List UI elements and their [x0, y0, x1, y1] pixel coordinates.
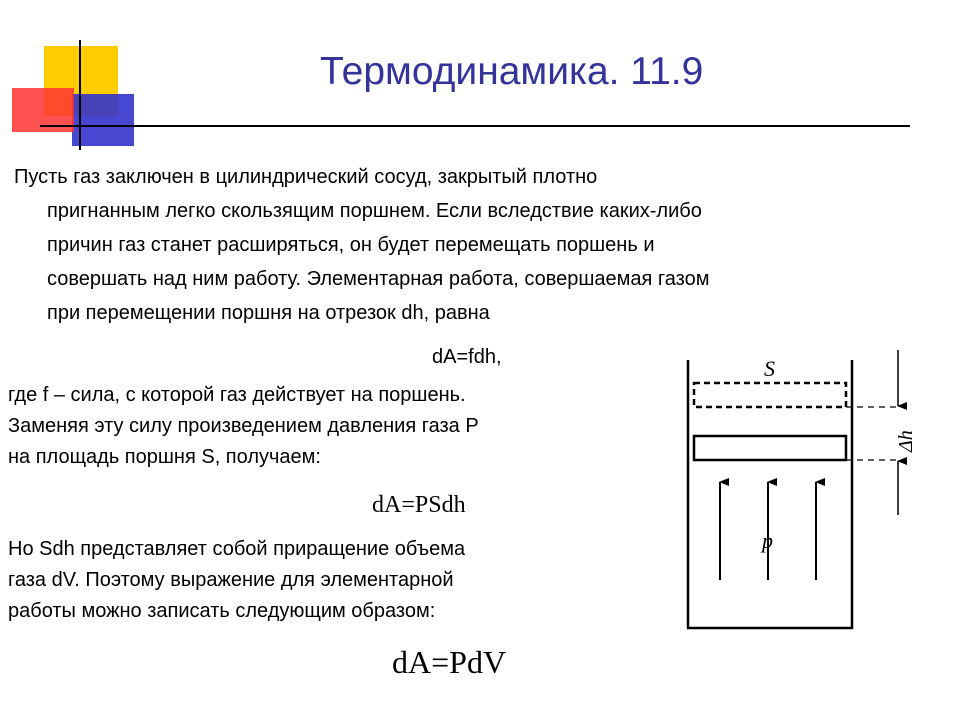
cylinder-walls	[688, 360, 852, 628]
piston-final-dashed	[694, 383, 846, 407]
deco-blue-square	[72, 94, 134, 146]
paragraph-1	[14, 160, 914, 330]
paragraph-3-line-3: работы можно записать следующим образом:	[8, 600, 436, 622]
height-label: Δh	[895, 430, 917, 452]
paragraph-2-line-3: на площадь поршня S, получаем:	[8, 446, 321, 468]
piston-initial	[694, 436, 846, 460]
paragraph-2-line-2: Заменяя эту силу произведением давления газа P	[8, 415, 479, 437]
paragraph-3-line-2: газа dV. Поэтому выражение для элементарной	[8, 569, 454, 591]
paragraph-2-line-1: где f – сила, с которой газ действует на поршень.	[8, 384, 466, 406]
page-title: Термодинамика. 11.9	[320, 50, 704, 93]
formula-work-volume: dA=PdV	[392, 644, 507, 680]
paragraph-1-line-1: Пусть газ заключен в цилиндрический сосуд, закрытый плотно	[14, 166, 598, 188]
paragraph-3	[8, 534, 628, 627]
paragraph-1-line-2: пригнанным легко скользящим поршнем. Если вследствие каких-либо	[47, 200, 702, 222]
pressure-label: p	[762, 528, 773, 553]
deco-vertical-line	[79, 40, 81, 150]
paragraph-3-line-1: Но Sdh представляет собой приращение объема	[8, 538, 466, 560]
paragraph-1-line-4: совершать над ним работу. Элементарная работа, совершаемая газом	[47, 268, 710, 290]
paragraph-1-line-3: причин газ станет расширяться, он будет перемещать поршень и	[47, 234, 655, 256]
paragraph-1-line-5: при перемещении поршня на отрезок dh, равна	[47, 302, 490, 324]
area-label: S	[764, 356, 775, 381]
title-divider	[40, 125, 910, 127]
formula-work-pressure-area: dA=PSdh	[372, 492, 466, 518]
paragraph-2	[8, 380, 648, 473]
formula-work-force: dA=fdh,	[432, 346, 502, 368]
piston-cylinder-figure	[680, 340, 920, 640]
